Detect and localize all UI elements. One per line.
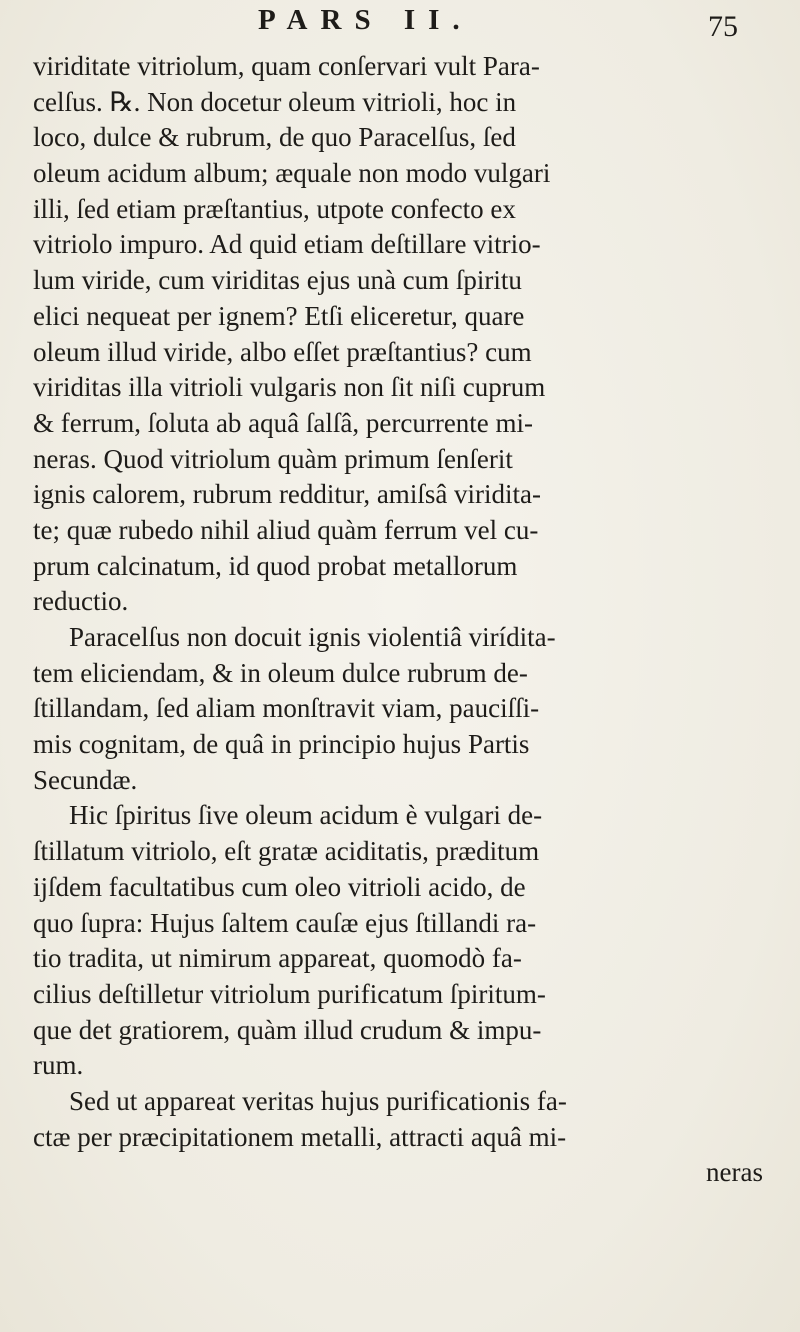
text-line: celſus. ℞. Non docetur oleum vitrioli, hoc in xyxy=(33,86,517,117)
text-line: tio tradita, ut nimirum appareat, quomodò fa- xyxy=(33,943,522,974)
text-line: quo ſupra: Hujus ſaltem cauſæ ejus ſtillandi ra- xyxy=(33,907,537,938)
text-line: oleum illud viride, albo eſſet præſtantius? cum xyxy=(33,336,532,367)
text-line: viriditate vitriolum, quam conſervari vult Para- xyxy=(33,51,540,81)
text-line: reductio. xyxy=(33,586,129,617)
text-line: loco, dulce & rubrum, de quo Paracelſus, ſed xyxy=(33,122,516,153)
text-line: ctæ per præcipitationem metalli, attracti aquâ mi- xyxy=(33,1121,567,1152)
text-line: Sed ut appareat veritas hujus purificationis fa- xyxy=(69,1085,567,1116)
text-line: ſtillandam, ſed aliam monſtravit viam, pauciſſi- xyxy=(33,693,540,724)
page-header xyxy=(0,4,800,44)
text-line: Paracelſus non docuit ignis violentiâ virídita- xyxy=(69,622,556,652)
text-line: Secundæ. xyxy=(33,764,138,795)
text-line: Hic ſpiritus ſive oleum acidum è vulgari de- xyxy=(69,800,543,831)
text-line: te; quæ rubedo nihil aliud quàm ferrum vel cu- xyxy=(33,514,539,545)
text-line: cilius deſtilletur vitriolum purificatum ſpiritum- xyxy=(33,978,546,1009)
text-line: que det gratiorem, quàm illud crudum & impu- xyxy=(33,1014,542,1045)
text-line: & ferrum, ſoluta ab aquâ ſalſâ, percurrente mi- xyxy=(33,407,534,438)
catchword: neras xyxy=(706,1157,763,1188)
text-line: oleum acidum album; æquale non modo vulgari xyxy=(33,158,551,189)
text-line: elici nequeat per ignem? Etſi eliceretur, quare xyxy=(33,300,525,331)
text-line: prum calcinatum, id quod probat metallorum xyxy=(33,550,518,581)
running-head: PARS II. xyxy=(258,4,473,36)
text-line: ſtillatum vitriolo, eſt gratæ aciditatis, præditum xyxy=(33,836,540,867)
text-line: ignis calorem, rubrum redditur, amiſsâ viridita- xyxy=(33,479,542,510)
text-line: neras. Quod vitriolum quàm primum ſenſerit xyxy=(33,443,513,474)
text-line: mis cognitam, de quâ in principio hujus Partis xyxy=(33,729,530,760)
text-line: illi, ſed etiam præſtantius, utpote confecto ex xyxy=(33,193,516,224)
body-text xyxy=(33,49,773,1191)
text-line: lum viride, cum viriditas ejus unà cum ſpiritu xyxy=(33,265,522,296)
text-line: tem eliciendam, & in oleum dulce rubrum de- xyxy=(33,657,528,688)
text-line: ijſdem facultatibus cum oleo vitrioli acido, de xyxy=(33,871,526,902)
text-line: vitriolo impuro. Ad quid etiam deſtillare vitrio- xyxy=(33,229,541,260)
text-line: rum. xyxy=(33,1050,84,1081)
page-number: 75 xyxy=(708,10,738,43)
text-line: viriditas illa vitrioli vulgaris non ſit niſi cuprum xyxy=(33,372,546,403)
